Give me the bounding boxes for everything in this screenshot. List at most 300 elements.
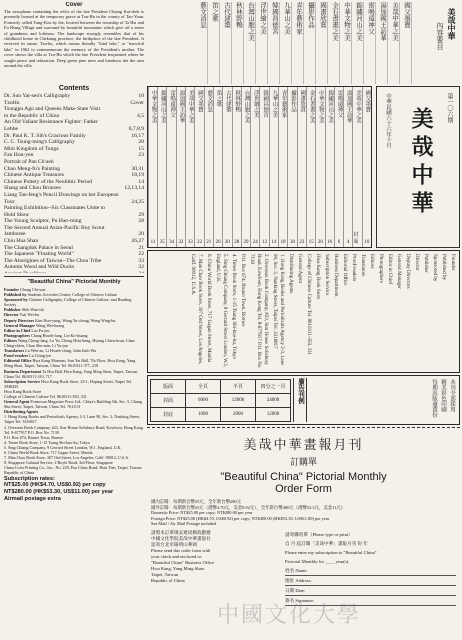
contents-box <box>4 85 144 273</box>
cn-staff-block <box>147 250 460 373</box>
cn-staff-line: 6. China World Book Store, 717 Gagan Street, Manila <box>206 254 211 363</box>
cn-toc-title: 中華文物之美 <box>317 90 324 123</box>
info-line-text: Formosan Magazine Press Ltd., China's Building 5th, Sec. 5, Chung Shu Street, Taipei, Taiwan, China Tel. 7611111 <box>4 399 143 410</box>
cn-toc-column <box>204 87 213 247</box>
info-line-text: Hwa Kang Museum, Sun Yat Hall, 7th Floor, Hwa Kang, Yang Ming Shan, Taipei, Taiwan, China Tel. 8610311-377, 218 <box>4 358 136 369</box>
cn-toc-column <box>185 87 194 247</box>
contents-entry-title: Jamboree <box>4 231 26 238</box>
order-title-en-1: "Beautiful China" Pictorial Monthly <box>220 471 387 483</box>
order-title-en-2: Order Form <box>275 483 332 495</box>
info-line-label: Director <box>4 312 19 318</box>
info-line-text: Ta Hsu Hall, Hwa Kang, Yang Ming Shan, Taipei, Taiwan, China Tel. 8610311-310, 717 <box>4 368 139 379</box>
info-line-text: China Color Printing Co., Inc., No. 229, Pao Chiao Road, Hsin Tien, Taipei, Taiwan <box>4 465 142 471</box>
order-field-line: Pictorial Monthly for ____ year(s). <box>285 558 350 564</box>
contents-entry-page: 12,13,14 <box>124 185 144 192</box>
ad-rates-table <box>150 379 291 422</box>
contents-entry-title: The Second Annual Asian-Pacific Boy Scout <box>4 224 105 231</box>
cn-toc-title: 攝影作品 <box>289 90 296 112</box>
cn-toc-title: 浮世繪之美 <box>252 90 259 118</box>
order-field-line: 自 月 起訂閱「美哉中華」畫報月刊 份 年 <box>285 540 368 546</box>
contents-entry-page: 15 <box>138 145 144 152</box>
cn-toc-page: 6 <box>337 240 341 245</box>
order-price-line: Sea Mail / Air Mail Postage included <box>151 521 217 527</box>
contents-entry <box>4 159 144 166</box>
cn-staff-line: 5. Sing Chiang Company, 9 Gerrard Street London, W.1, England, U.K. <box>215 254 227 368</box>
order-instruction-line: 請將本訂單填妥連同郵政劃撥 <box>151 529 211 535</box>
order-field-line: 請寄購買單（Please type or print） <box>285 531 353 537</box>
ad-note: 本刊全部採用 <box>449 379 455 412</box>
order-title-cn: 美哉中華畫報月刊 <box>243 437 364 452</box>
contents-entry-page: 6,7,8,9 <box>128 125 144 132</box>
cn-contents-item: 國父墨寶 <box>402 2 412 84</box>
cn-toc-page: 35 <box>159 240 165 245</box>
cn-toc-title: 韓國昌德宮 <box>262 90 269 118</box>
info-line-label: Photographers <box>4 332 30 338</box>
cn-toc-page: 16 <box>327 240 333 245</box>
order-field-line: 日期 Date: <box>285 586 456 596</box>
ad-table-cell: 封面 <box>151 394 186 408</box>
contents-entry-title: Dr. Paul K. T. Sih's Gracious Family <box>4 132 86 139</box>
cn-contents-item: 青年藝術家 <box>294 2 304 84</box>
contents-entry-page: 14 <box>138 178 144 185</box>
cn-toc-title: 湯加國王訪華 <box>178 90 185 123</box>
cn-toc-column <box>334 87 343 247</box>
contents-entry-page: 23 <box>138 152 144 159</box>
contents-entry-page: 21 <box>138 244 144 251</box>
cn-toc-title: 雷鳴遠神父 <box>169 90 176 118</box>
cn-toc-page: 22 <box>197 240 202 245</box>
contents-entry-title: C. C. Tsung-ming's Calligraphy <box>4 139 75 146</box>
cn-toc-column <box>325 87 334 247</box>
cn-staff-line: Deputy Directors <box>405 254 410 289</box>
contents-entry-page: 16,17 <box>131 132 144 139</box>
contents-entry <box>4 139 144 146</box>
ad-table-cell: 封底 <box>151 408 186 422</box>
cn-toc-title: 九華山之美 <box>271 90 278 118</box>
contents-entry <box>4 192 144 199</box>
contents-entry-page <box>138 271 144 273</box>
cn-staff-line: College of Chinese Culture Tel. 8610311-350, 331 <box>306 254 311 356</box>
info-line-label: Editors <box>4 337 17 343</box>
cn-contents-item: 九華山之美 <box>282 2 292 84</box>
info-line-text: Chinese Calligraphy, College of Chinese Culture, and Reading Society <box>4 297 132 308</box>
contents-entry-title: Chinese Pottery of the Neolithic Period <box>4 178 93 185</box>
cn-toc-title: 湯加國王訪華 <box>345 90 352 123</box>
info-line-text: 6. China World Book Store, 717 Gagan Street, Manila <box>4 450 93 455</box>
cn-toc-title: 錦繡河山之美 <box>327 90 334 123</box>
cn-contents-item: 台灣山胞之美 <box>246 2 256 84</box>
cn-staff-line: General Agent <box>297 254 302 284</box>
contents-entry-page: 10 <box>138 93 144 99</box>
info-line-label: Subscription Service <box>4 378 41 384</box>
info-line-text: Tsai Wei-hu <box>19 312 40 318</box>
contents-entry-page: 29 <box>138 211 144 218</box>
contents-entry-title: Dr. Sun Yat-sen's Calligraphy <box>4 93 71 99</box>
cn-staff-line: Subscription Service <box>324 254 329 296</box>
contents-entry <box>4 238 144 245</box>
cn-staff-line: General Manager <box>396 254 401 289</box>
cn-toc-title: 台灣山胞之美 <box>243 90 250 123</box>
contents-entry <box>4 126 144 133</box>
cn-staff-line: Published by <box>441 254 446 280</box>
cn-toc-page: 4 <box>347 240 350 245</box>
subscription-rate-line: NT$25.00 (HK$4.70, US$0.92) per copy <box>4 482 106 489</box>
cn-toc-page: 20 <box>317 240 323 245</box>
ad-table-cell: 1000 <box>186 408 221 422</box>
cn-toc-grid <box>147 86 372 248</box>
contents-entry-page: 33 <box>138 257 144 264</box>
subscription-rate-line: NT$280.00 (HK$53.30, US$11.00) per year <box>4 489 114 496</box>
info-line-label: Founder <box>4 287 20 292</box>
contents-entry-title: Portrait of Pan Ch'ueh <box>4 158 54 165</box>
contents-entry-page: 24,25 <box>131 198 144 205</box>
info-line-label: General Agent <box>4 399 30 405</box>
cn-staff-line: Director <box>414 254 419 271</box>
ad-table-cell: 2000 <box>221 408 256 422</box>
order-form <box>147 427 460 638</box>
info-line-label: Business Department <box>4 368 42 374</box>
cn-contents-item: 湯加國王訪華 <box>378 2 388 84</box>
contents-title-cn: 美哉中華 <box>447 8 456 40</box>
issue-number: 第一〇六期 <box>446 93 452 123</box>
info-line <box>4 297 144 307</box>
info-line-label: Editor in Chief <box>4 327 31 333</box>
contents-entry-title: Chinese Antique Treasures <box>4 172 64 179</box>
order-instruction-line: 中國文化學院美哉中華畫報社 <box>151 535 211 541</box>
info-lines <box>4 287 144 475</box>
cn-toc-page: 14 <box>271 240 277 245</box>
cn-staff-line: Distributing Agents <box>288 254 293 294</box>
info-line <box>4 338 144 348</box>
cn-staff-line: Sponsored by <box>432 254 437 282</box>
contents-entry-page: 30,31 <box>131 165 144 172</box>
cn-toc-column <box>166 87 175 247</box>
info-line-text: P.O. Box 674, Brunei Town, Borneo <box>4 434 64 440</box>
contents-entry-title: Hold Show <box>4 211 30 218</box>
contents-entry-title: The Changdok Palace in Seoul <box>4 244 73 251</box>
cn-contents-item: 國畫欣賞 <box>318 2 328 84</box>
issue-date: 中華民國六十六年十月 <box>385 93 391 148</box>
contents-entry <box>4 225 144 232</box>
cover-box <box>4 2 144 85</box>
contents-entry <box>4 231 144 238</box>
info-line-text: Shih Wan-shi <box>21 307 44 313</box>
cn-toc-title: 古代建築 <box>224 90 231 112</box>
cn-toc-page: 28 <box>234 240 240 245</box>
order-prices <box>151 499 456 527</box>
cn-toc-title: 藝文消息 <box>206 90 213 112</box>
contents-entry-page: 32 <box>138 264 144 271</box>
cn-toc-column <box>176 87 185 247</box>
info-line-text: 7. Man Chao Book Store, 307 Ord Street, Los Angeles, Calif. 90012, U.S.A. <box>4 455 130 461</box>
contents-entry-title: Lebbe <box>4 125 18 132</box>
contents-entry-page: 4,5 <box>137 112 144 119</box>
order-price-line: 國內訂閱：每期新台幣25元，全年新台幣280元 <box>151 499 242 504</box>
contents-entry <box>4 166 144 173</box>
cn-toc-column <box>343 87 352 247</box>
contents-entry-title: TzuHu <box>4 99 20 106</box>
contents-entry <box>4 172 144 179</box>
order-instruction-line: "Beautiful China" Business Office <box>151 559 215 565</box>
ad-table-header: 全頁 <box>186 380 221 394</box>
ad-table-cell: 24000 <box>256 394 291 408</box>
cn-toc-title: 國畫欣賞 <box>299 90 306 112</box>
cn-toc-page: 15 <box>308 240 314 245</box>
cn-toc-page: 34 <box>169 240 175 245</box>
contents-entry-title: Fan Hou-yen <box>4 152 34 159</box>
cn-toc-column <box>232 87 241 247</box>
cn-contents-item: 美哉中華之美 <box>390 2 400 84</box>
info-line <box>4 379 144 389</box>
cn-contents-item: 笛之歌 <box>210 2 220 84</box>
ad-table-cell: 12000 <box>221 394 256 408</box>
info-line-text: Lao Fu-jen <box>31 327 50 333</box>
info-line-text: Lu Ching-jen <box>29 353 52 359</box>
cn-staff-line: Editorial Office <box>342 254 347 286</box>
watermark-text: 中國文化大學 <box>217 602 362 627</box>
ad-table-header: 四分之一頁 <box>256 380 291 394</box>
info-line-text: 4. Times Book Store, 1-15 Tsung Shi-kuo-ku, Tokyo <box>4 439 90 445</box>
order-field-line: Please enter my subscription to "Beautiful China" <box>285 549 377 555</box>
cn-toc-column <box>306 87 315 247</box>
cn-toc-column <box>352 87 361 247</box>
contents-entry <box>4 179 144 186</box>
info-line <box>4 358 144 368</box>
cn-staff-line: 2. Overseas Book Company, #23, Star House Solisbury Road, Kowloon, Hong Kong Tel. 8-677917 P.O. Box No. 7139 <box>249 254 268 369</box>
contents-entry <box>4 119 144 126</box>
cn-contents-item: 韓國昌德宮 <box>270 2 280 84</box>
info-line <box>4 414 144 424</box>
contents-entry-title: Chao Meng-fu's Painting <box>4 165 61 172</box>
order-field-line: 地址 Address: <box>285 576 456 586</box>
cn-contents-item: 中華文物之美 <box>342 2 352 84</box>
cn-staff-line: Editors <box>369 254 374 269</box>
order-instruction-line: Taipei, Taiwan <box>151 571 179 577</box>
info-line-label: Deputy Directors <box>4 317 35 323</box>
cn-toc-page: 10 <box>364 240 370 245</box>
contents-entry-page: 20 <box>138 231 144 238</box>
cn-toc-page: 32 <box>178 240 184 245</box>
contents-entry <box>4 146 144 153</box>
contents-entry-page: 18,19 <box>131 172 144 179</box>
cn-contents-item: 秋林野鴨 <box>234 2 244 84</box>
cn-toc-column <box>194 87 203 247</box>
cn-toc-page: 24 <box>252 240 258 245</box>
cn-staff-line: 1. Hong Kong Books and Periodicals Agency 2-3, Lane 90, Sec. 2, Nanking Street, Taipei Tel. 3316817 <box>272 254 284 366</box>
info-line-text: Republic of China <box>4 470 35 476</box>
cn-toc-title: 中華文物之美 <box>150 90 157 123</box>
contents-subtitle-cn: 內容要目 <box>436 22 444 50</box>
masthead <box>376 86 460 248</box>
cn-toc-page: 33 <box>187 240 193 245</box>
ad-rates-title: 廣告刊例 <box>293 378 307 422</box>
contents-entry-page: 20 <box>138 139 144 146</box>
contents-entry <box>4 185 144 192</box>
info-line-text: 8. Singapore Cultural Service, 2 Boyle Road, 3rd Floor, Singapore <box>4 460 113 466</box>
contents-entry <box>4 205 144 212</box>
contents-entry-title: Painting Exhibition--Six Classmates Unite to <box>4 205 105 212</box>
order-instruction-line: 逕寄台北市陽明山華岡 <box>151 541 197 547</box>
cn-staff-line: Proof-readers <box>351 254 356 282</box>
cn-toc-column <box>241 87 250 247</box>
subscription-rates <box>4 482 144 503</box>
ad-note: 每期出版逾萬份 <box>431 379 437 418</box>
cn-staff-line: Business Department <box>333 254 338 297</box>
cn-toc-title: 美哉中華之美 <box>355 90 362 123</box>
contents-entry <box>4 271 144 273</box>
masthead-title: 美哉中華 <box>409 107 434 219</box>
cn-contents-item: 古代建築 <box>222 2 232 84</box>
contents-entry-title: Tsungpu Ago and Queens Make State Visit <box>4 106 101 113</box>
ad-table-cell: 6000 <box>186 394 221 408</box>
cn-toc-title: 國父墨寶 <box>197 90 203 112</box>
order-price-line: 國外訂閱：每期新台幣25元（港幣4.70元，美金0.92元），全年新台幣400元（港幣53.3元，美金11元） <box>151 504 346 510</box>
cn-staff-line: Founder <box>450 254 455 271</box>
cn-toc-column <box>269 87 278 247</box>
publication-info <box>4 276 144 638</box>
cn-contents-item: 藝文消息 <box>198 2 208 84</box>
cn-toc-column <box>213 87 222 247</box>
cn-contents-item: 浮世繪之美 <box>258 2 268 84</box>
order-sub-cn: 訂購單 <box>289 457 317 467</box>
cn-toc-page: 11 <box>150 240 156 245</box>
order-instruction-line: Please send this order form with <box>151 547 211 553</box>
cn-toc-page: 封面 <box>353 233 359 245</box>
contents-entry-title: The Young Sculptor, Pu Hao-ming <box>4 218 82 225</box>
ad-note: 精美彩色印刷 <box>440 379 446 412</box>
cn-toc-title: 秋林野鴨 <box>234 90 241 112</box>
cn-toc-page: 30 <box>289 240 295 245</box>
info-line-text: Hwa Kang Book Store, 23-1, Hoping Street, Taipei Tel. 3948435 <box>4 378 133 389</box>
order-instruction-line: your check and enclosed to: <box>151 553 203 559</box>
cn-contents-item: 雷鳴遠神父 <box>366 2 376 84</box>
cn-toc-page: 12 <box>262 240 268 245</box>
order-instruction-line: Hwa Kang, Yang Ming Shan <box>151 565 204 571</box>
cn-contents-item: 金石書畫之美 <box>330 2 340 84</box>
info-line-text: 2. Overseas Book Company, #23, Star House Solisbury Road, Kowloon, Hong Kong Tel. 8-677917 P.O. Box No. 7139 <box>4 424 143 435</box>
subscription-rate-line: Airmail postage extra <box>4 496 61 503</box>
info-line-text: Students Activities Center, College of Chinese Culture <box>27 292 117 298</box>
contents-entry <box>4 93 144 100</box>
contents-entry <box>4 152 144 159</box>
cn-toc-page: 21 <box>206 240 212 245</box>
contents-entry <box>4 258 144 265</box>
cn-toc-title: 國父墨寶 <box>364 90 371 112</box>
info-line-label: Sponsored by <box>4 297 28 303</box>
contents-entry <box>4 218 144 225</box>
info-line-text: Chang Hsueh-lung, Lin Ko-hsiang <box>30 332 88 338</box>
cn-staff-line: Translators <box>360 254 365 277</box>
info-line-text: 1. Hong Kong Books and Periodicals Agency 2-3, Lane 90, Sec. 2, Nanking Street, Taipei Tel. 3316817 <box>4 414 141 425</box>
contents-entry <box>4 212 144 219</box>
cn-staff-line: Editor in Chief <box>387 254 392 284</box>
contents-entry <box>4 106 144 113</box>
cn-toc-column <box>315 87 324 247</box>
contents-entry-title: Autumn Wood and Wild Ducks <box>4 264 75 271</box>
contents-entry-title: The Japanese "Floating World" <box>4 251 74 258</box>
info-line-label: Editorial Office <box>4 358 32 364</box>
cn-toc-page: 20 <box>224 240 230 245</box>
contents-entry-title: Mini Kingdom of Tonga <box>4 145 59 152</box>
cn-toc-title: 錦繡河山之美 <box>159 90 166 123</box>
info-line <box>4 425 144 435</box>
contents-entry <box>4 251 144 258</box>
cn-toc-title: 雷鳴遠神父 <box>336 90 343 118</box>
info-line-label: Published by <box>4 292 27 298</box>
contents-entry <box>4 133 144 140</box>
ad-rates-box <box>147 375 460 425</box>
info-line <box>4 369 144 379</box>
info-line-label: Publisher <box>4 307 21 313</box>
subscription-heading: Subscription rates: <box>4 476 55 483</box>
contents-entry <box>4 199 144 206</box>
cn-toc-column <box>362 87 371 247</box>
cn-toc-page: 23 <box>299 240 305 245</box>
info-line-text: Wang Cheng-lang, Lu Yu, Cheng Hsiu-heng, Hsiang Chien-hsun, Chan Ching-chien, Chan Shu-min, Li Yu-jun <box>4 337 135 349</box>
contents-entry-title: to the Republic of China <box>4 112 59 119</box>
contents-entry <box>4 113 144 120</box>
cover-heading: Cover <box>65 2 83 8</box>
cover-text: The saxophone containing the relics of the late President Chiang Kai-shek is presently housed at the temporary grave at Tzu-Hu in the county of Tao-Yuan. Formerly called Tung-Kou by the, located between the township of Ta Hsi and Fu Hsing Village and surround by beautiful mountains which give off a sense of grandness and loftiness. The landscape strongly resembles that of his childhood home in Chekiang province, the birthplace of the late President. It received its name, Tzu-hu, which means literally "kind lake," or "merciful lake" in 1962 to commemorate the memory of the President's mother. The cover shows the villa at Tzu-Hu which the late President frequented where he sought peace and relaxation. Deep green pine trees and bamboos dot the area around the villa. <box>4 9 144 69</box>
info-line-text: Kim Hsei-yung, Wang Yu-chong, Wang Wing-hu <box>35 317 116 323</box>
contents-heading: Contents <box>58 85 90 92</box>
cn-toc-column <box>287 87 296 247</box>
info-line-text: 5. Sing Chiang Company, 9 Gerrard Street London, W.1, England, U.K. <box>4 444 122 450</box>
contents-entry-title: Shang and Chou Bronzes <box>4 185 61 192</box>
cn-contents-block <box>147 2 412 84</box>
contents-entry-title: Tour <box>4 198 15 205</box>
contents-entry-title: Liang Tan-feng's Pencil Drawings on her European <box>4 191 119 198</box>
cn-toc-column <box>148 87 157 247</box>
order-price-line: Domestic Price: NT$25.00 per copy; NT$280.00 per year <box>151 510 253 516</box>
order-price-line: Foreign Price: NT$25.00 (HK$4.70, US$0.92) per copy; NT$400.00 (HK$53.30, US$11.00) per year <box>151 515 330 521</box>
contents-entry-page: Cover <box>130 99 144 106</box>
cn-toc-column <box>222 87 231 247</box>
cn-staff-line: Hwa Kang Book Store <box>315 254 320 300</box>
cn-toc-page: 26 <box>215 240 221 245</box>
cn-toc-column <box>297 87 306 247</box>
info-line-text: Hwa Kang Book Store <box>4 388 42 394</box>
info-line-text: Lu Wen-an, Li Hsueh-ching, John Judo Wu <box>25 348 97 354</box>
order-field-line: 簽名 Signature: <box>285 596 456 606</box>
info-line-label: Translators <box>4 348 25 354</box>
info-line-label: Proof-readers <box>4 353 29 359</box>
cn-toc-column <box>157 87 166 247</box>
contents-entry-page: 22 <box>138 251 144 258</box>
contents-entry-title: An Old Valiant Resistance Fighter: Father <box>4 119 98 126</box>
cn-toc-page: 29 <box>243 240 249 245</box>
contents-entry <box>4 245 144 252</box>
info-line-label: General Manager <box>4 322 36 328</box>
contents-entry <box>4 264 144 271</box>
contents-entry-title: Chiu Hua Shan <box>4 238 39 245</box>
cn-staff-line: Publisher <box>423 254 428 273</box>
cn-toc-title: 美哉中華之美 <box>187 90 194 123</box>
order-entry-fields <box>285 530 456 606</box>
ad-table-header: 半頁 <box>221 380 256 394</box>
cn-toc-page: 18 <box>280 240 286 245</box>
contents-entry-title: The Aborigines of Taiwan--The Chou Tribe <box>4 257 102 264</box>
ad-table-cell: 12000 <box>256 408 291 422</box>
contents-list <box>4 93 144 273</box>
info-title: "Beautiful China" Pictorial Monthly <box>27 279 121 285</box>
cn-staff-line: 7. Man Chao Book Store, 307 Ord Street, Los Angeles, Calif. 90012, U.S.A. <box>190 254 202 365</box>
cn-staff-line: 4. Times Book Store, 1-15 Tsung Shi-kuo-ku, Tokyo <box>231 254 236 359</box>
info-line <box>4 470 144 475</box>
ad-table-header: 版面 <box>151 380 186 394</box>
cn-staff-line: Photographers <box>378 254 383 283</box>
cn-toc-title: 青年藝術家 <box>280 90 287 118</box>
